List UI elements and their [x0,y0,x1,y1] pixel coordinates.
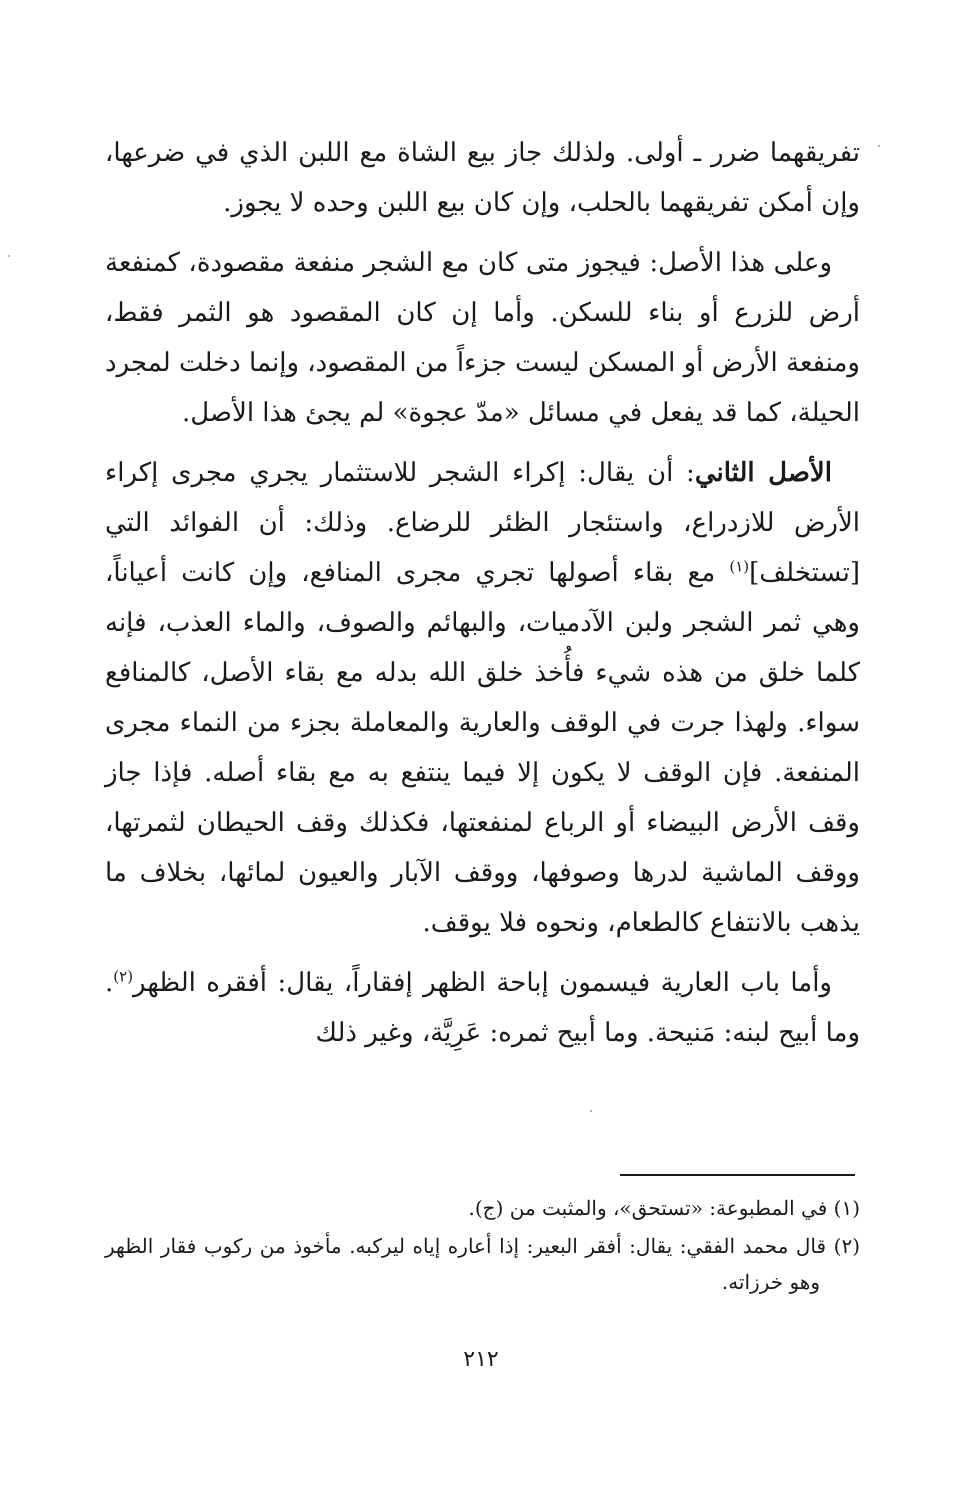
paragraph-4 [105,958,860,1058]
scan-speck [8,255,10,257]
scan-speck [590,1110,592,1112]
footnote-1 [105,1190,860,1226]
footnote-separator [620,1174,855,1176]
footnote-ref-2: (٢) [113,967,134,986]
paragraph-2: وعلى هذا الأصل: فيجوز متى كان مع الشجر منفعة مقصودة، كمنفعة أرض للزرع أو بناء للسكن. وأما إن كان المقصود هو الثمر فقط، ومنفعة الأرض أو المسكن ليست جزءاً من المقصود، وإنما دخلت لمجرد الحيلة، كما قد يفعل في مسائل «مدّ عجوة» لم يجئ هذا الأصل. [105,248,860,428]
footnote-1-text: في المطبوعة: «تستحق»، والمثبت من (ج). [468,1196,828,1220]
footnote-ref-1: (١) [729,557,750,576]
paragraph-4-text-a: وأما باب العارية فيسمون إباحة الظهر إفقاراً، يقال: أفقره الظهر [133,968,832,998]
paragraph-4-text-b: . وما أبيح لبنه: مَنيحة. وما أبيح ثمره: عَرِيَّة، وغير ذلك [105,968,860,1048]
footnote-2 [105,1228,860,1300]
footnote-2-text: قال محمد الفقي: يقال: أفقر البعير: إذا أعاره إياه ليركبه. مأخوذ من ركوب فقار الظهر وهو خرزاته. [105,1234,827,1294]
section-heading: الأصل الثاني [694,458,832,488]
footnote-2-number: (٢) [833,1234,860,1258]
paragraph-1: تفريقهما ضرر ـ أولى. ولذلك جاز بيع الشاة مع اللبن الذي في ضرعها، وإن أمكن تفريقهما بالحلب، وإن كان بيع اللبن وحده لا يجوز. [105,138,860,218]
footnote-1-number: (١) [833,1196,860,1220]
footnotes [105,1190,860,1302]
paragraph-3-text-a: : أن يقال: إكراء الشجر للاستثمار يجري مجرى إكراء الأرض للازدراع، واستئجار الظئر للرضاع. وذلك: أن الفوائد التي [تستخلف] [105,458,860,588]
scan-speck [878,145,880,147]
main-text [105,128,860,1068]
page-number: ٢١٢ [463,1347,499,1372]
paragraph-3 [105,448,860,948]
paragraph-3-text-b: مع بقاء أصولها تجري مجرى المنافع، وإن كانت أعياناً، وهي ثمر الشجر ولبن الآدميات، والبهائم والصوف، والماء العذب، فإنه كلما خلق من هذه شيء فأُخذ خلق الله بدله مع بقاء الأصل، كالمنافع سواء. ولهذا جرت في الوقف والعارية والمعاملة بجزء من النماء مجرى المنفعة. فإن الوقف لا يكون إلا فيما ينتفع به مع بقاء أصله. فإذا جاز وقف الأرض البيضاء أو الرباع لمنفعتها، فكذلك وقف الحيطان لثمرتها، ووقف الماشية لدرها وصوفها، ووقف الآبار والعيون لمائها، بخلاف ما يذهب بالانتفاع كالطعام، ونحوه فلا يوقف. [105,558,860,938]
